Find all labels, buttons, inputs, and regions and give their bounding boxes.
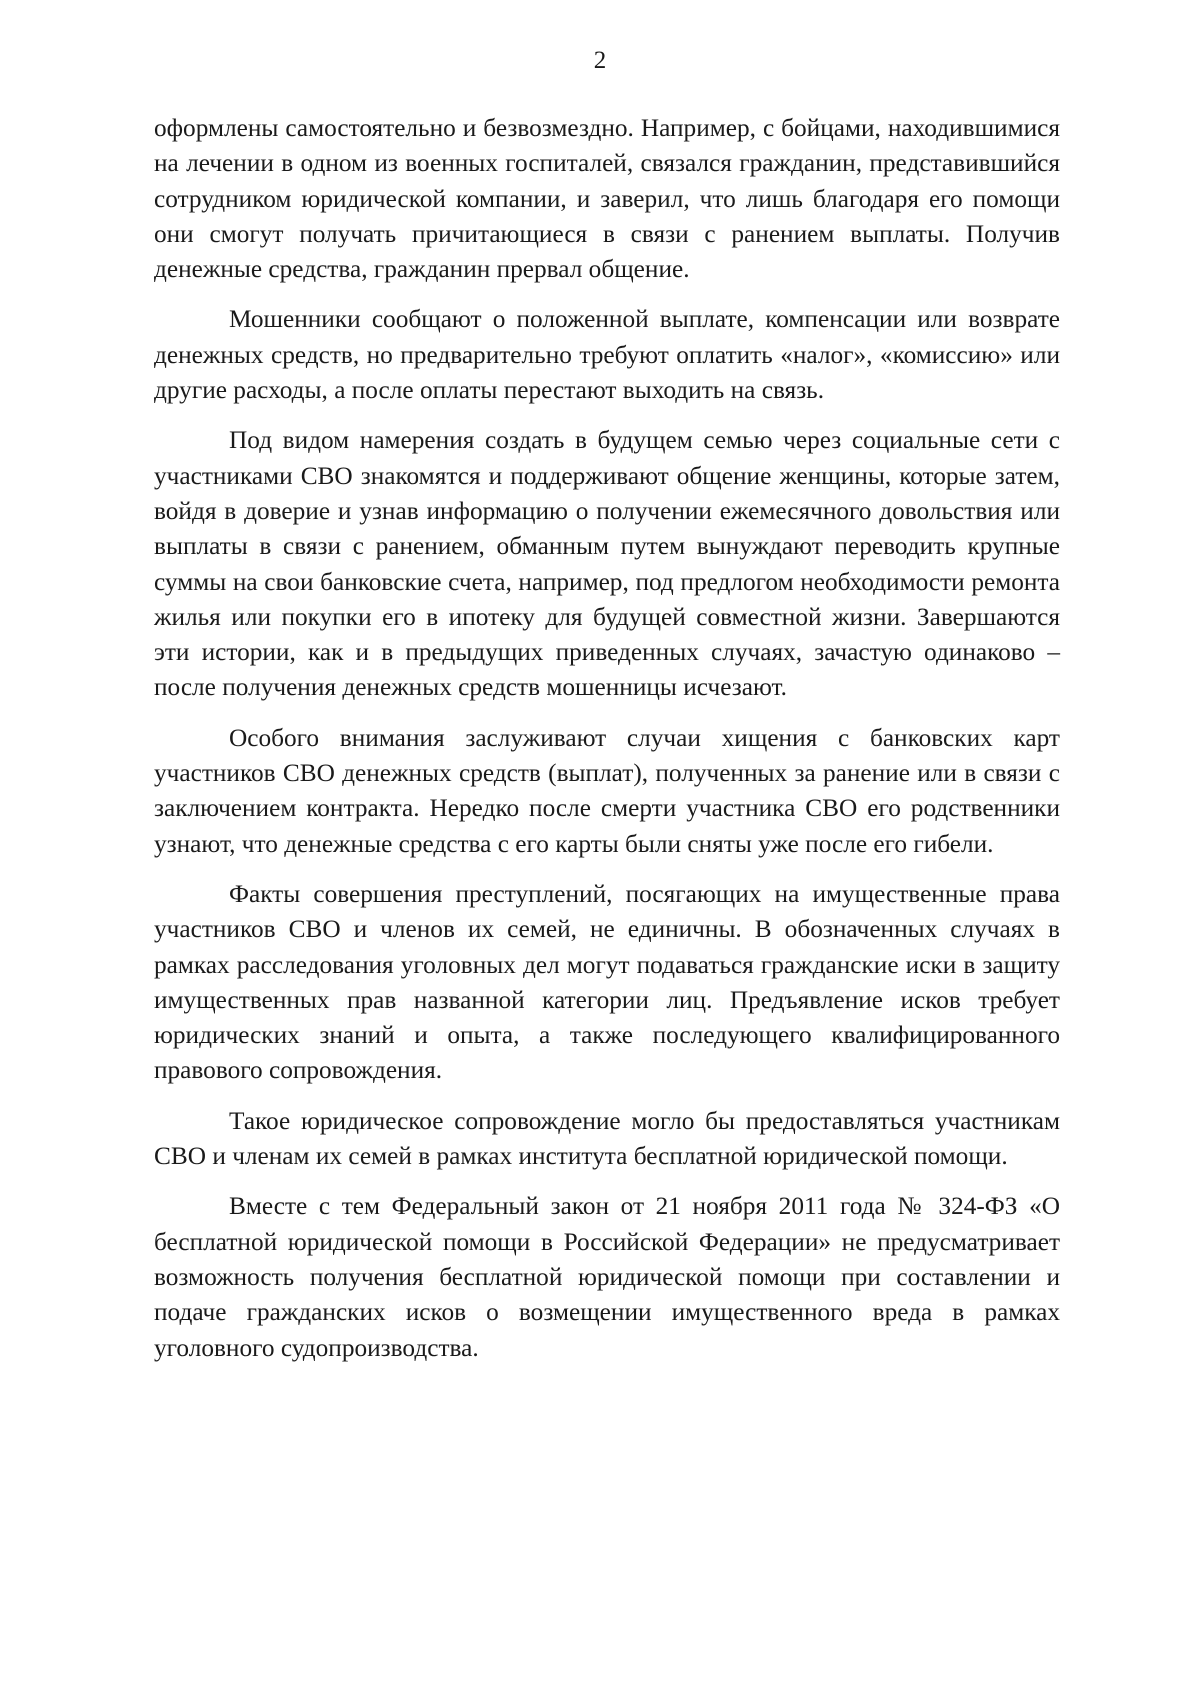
- paragraph: Вместе с тем Федеральный закон от 21 ноября 2011 года № 324-ФЗ «О бесплатной юридической помощи в Российской Федерации» не предусматривает возможность получения бесплатной юридической помощи при составлении и подаче гражданских исков о возмещении имущественного вреда в рамках уголовного судопроизводства.: [154, 1192, 1060, 1362]
- document-body: [154, 111, 1060, 1381]
- paragraph: Такое юридическое сопровождение могло бы предоставляться участникам СВО и членам их семей в рамках института бесплатной юридической помощи.: [154, 1106, 1060, 1171]
- paragraph: Особого внимания заслуживают случаи хищения с банковских карт участников СВО денежных средств (выплат), полученных за ранение или в связи с заключением контракта. Нередко после смерти участника СВО его родственники узнают, что денежные средства с его карты были сняты уже после его гибели.: [154, 723, 1060, 858]
- paragraph: Мошенники сообщают о положенной выплате, компенсации или возврате денежных средств, но предварительно требуют оплатить «налог», «комиссию» или другие расходы, а после оплаты перестают выходить на связь.: [154, 305, 1060, 405]
- paragraph: Под видом намерения создать в будущем семью через социальные сети с участниками СВО знакомятся и поддерживают общение женщины, которые затем, войдя в доверие и узнав информацию о получении ежемесячного довольствия или выплаты в связи с ранением, обманным путем вынуждают переводить крупные суммы на свои банковские счета, например, под предлогом необходимости ремонта жилья или покупки его в ипотеку для будущей совместной жизни. Завершаются эти истории, как и в предыдущих приведенных случаях, зачастую одинаково – после получения денежных средств мошенницы исчезают.: [154, 426, 1060, 702]
- paragraph: оформлены самостоятельно и безвозмездно. Например, с бойцами, находившимися на лечении в одном из военных госпиталей, связался гражданин, представившийся сотрудником юридической компании, и заверил, что лишь благодаря его помощи они смогут получать причитающиеся в связи с ранением выплаты. Получив денежные средства, гражданин прервал общение.: [154, 114, 1060, 284]
- page-number: 2: [593, 47, 607, 74]
- paragraph: Факты совершения преступлений, посягающих на имущественные права участников СВО и членов их семей, не единичны. В обозначенных случаях в рамках расследования уголовных дел могут подаваться гражданские иски в защиту имущественных прав названной категории лиц. Предъявление исков требует юридических знаний и опыта, а также последующего квалифицированного правового сопровождения.: [154, 879, 1060, 1085]
